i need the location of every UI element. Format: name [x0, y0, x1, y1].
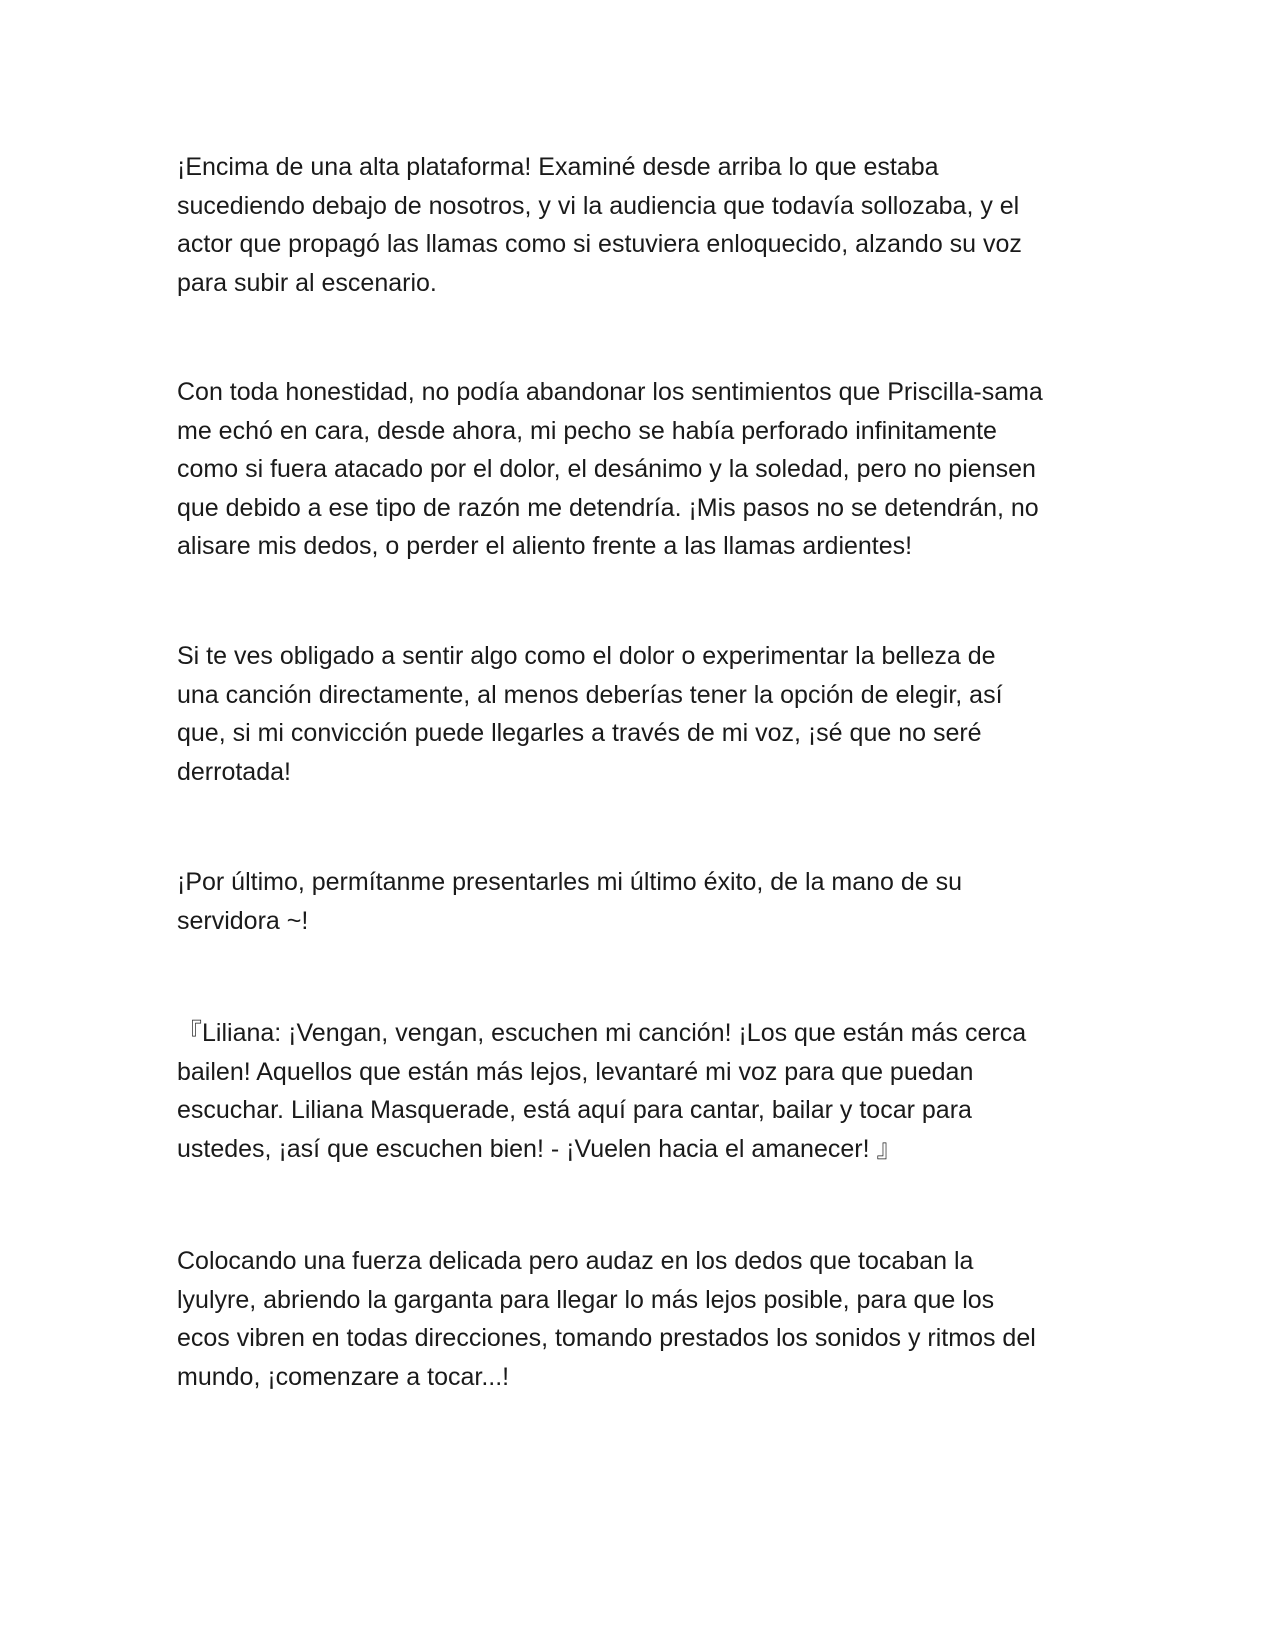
paragraph-3: Si te ves obligado a sentir algo como el dolor o experimentar la belleza de una canción directamente, al menos deberías tener la opción de elegir, así que, si mi convicción puede llegarles a través de mi voz, ¡sé que no seré derrotada!	[177, 642, 1003, 786]
paragraph-2: Con toda honestidad, no podía abandonar los sentimientos que Priscilla-sama me echó en cara, desde ahora, mi pecho se había perforado infinitamente como si fuera atacado por el dolor, el desánimo y la soledad, pero no piensen que debido a ese tipo de razón me detendría. ¡Mis pasos no se detendrán, no alisare mis dedos, o perder el aliento frente a las llamas ardientes!	[177, 378, 1043, 560]
paragraph-5-song-quote: 『Liliana: ¡Vengan, vengan, escuchen mi canción! ¡Los que están más cerca bailen! Aquellos que están más lejos, levantaré mi voz para que puedan escuchar. Liliana Masquerade, está aquí para cantar, bailar y tocar para ustedes, ¡así que escuchen bien! - ¡Vuelen hacia el amanecer! 』	[177, 1019, 1027, 1163]
paragraph-1: ¡Encima de una alta plataforma! Examiné desde arriba lo que estaba sucediendo debajo de nosotros, y vi la audiencia que todavía sollozaba, y el actor que propagó las llamas como si estuviera enloquecido, alzando su voz para subir al escenario.	[177, 153, 1022, 297]
paragraph-6: Colocando una fuerza delicada pero audaz en los dedos que tocaban la lyulyre, abriendo la garganta para llegar lo más lejos posible, para que los ecos vibren en todas direcciones, tomando prestados los sonidos y ritmos del mundo, ¡comenzare a tocar...!	[177, 1247, 1036, 1391]
paragraph-4: ¡Por último, permítanme presentarles mi último éxito, de la mano de su servidora ~!	[177, 868, 963, 935]
